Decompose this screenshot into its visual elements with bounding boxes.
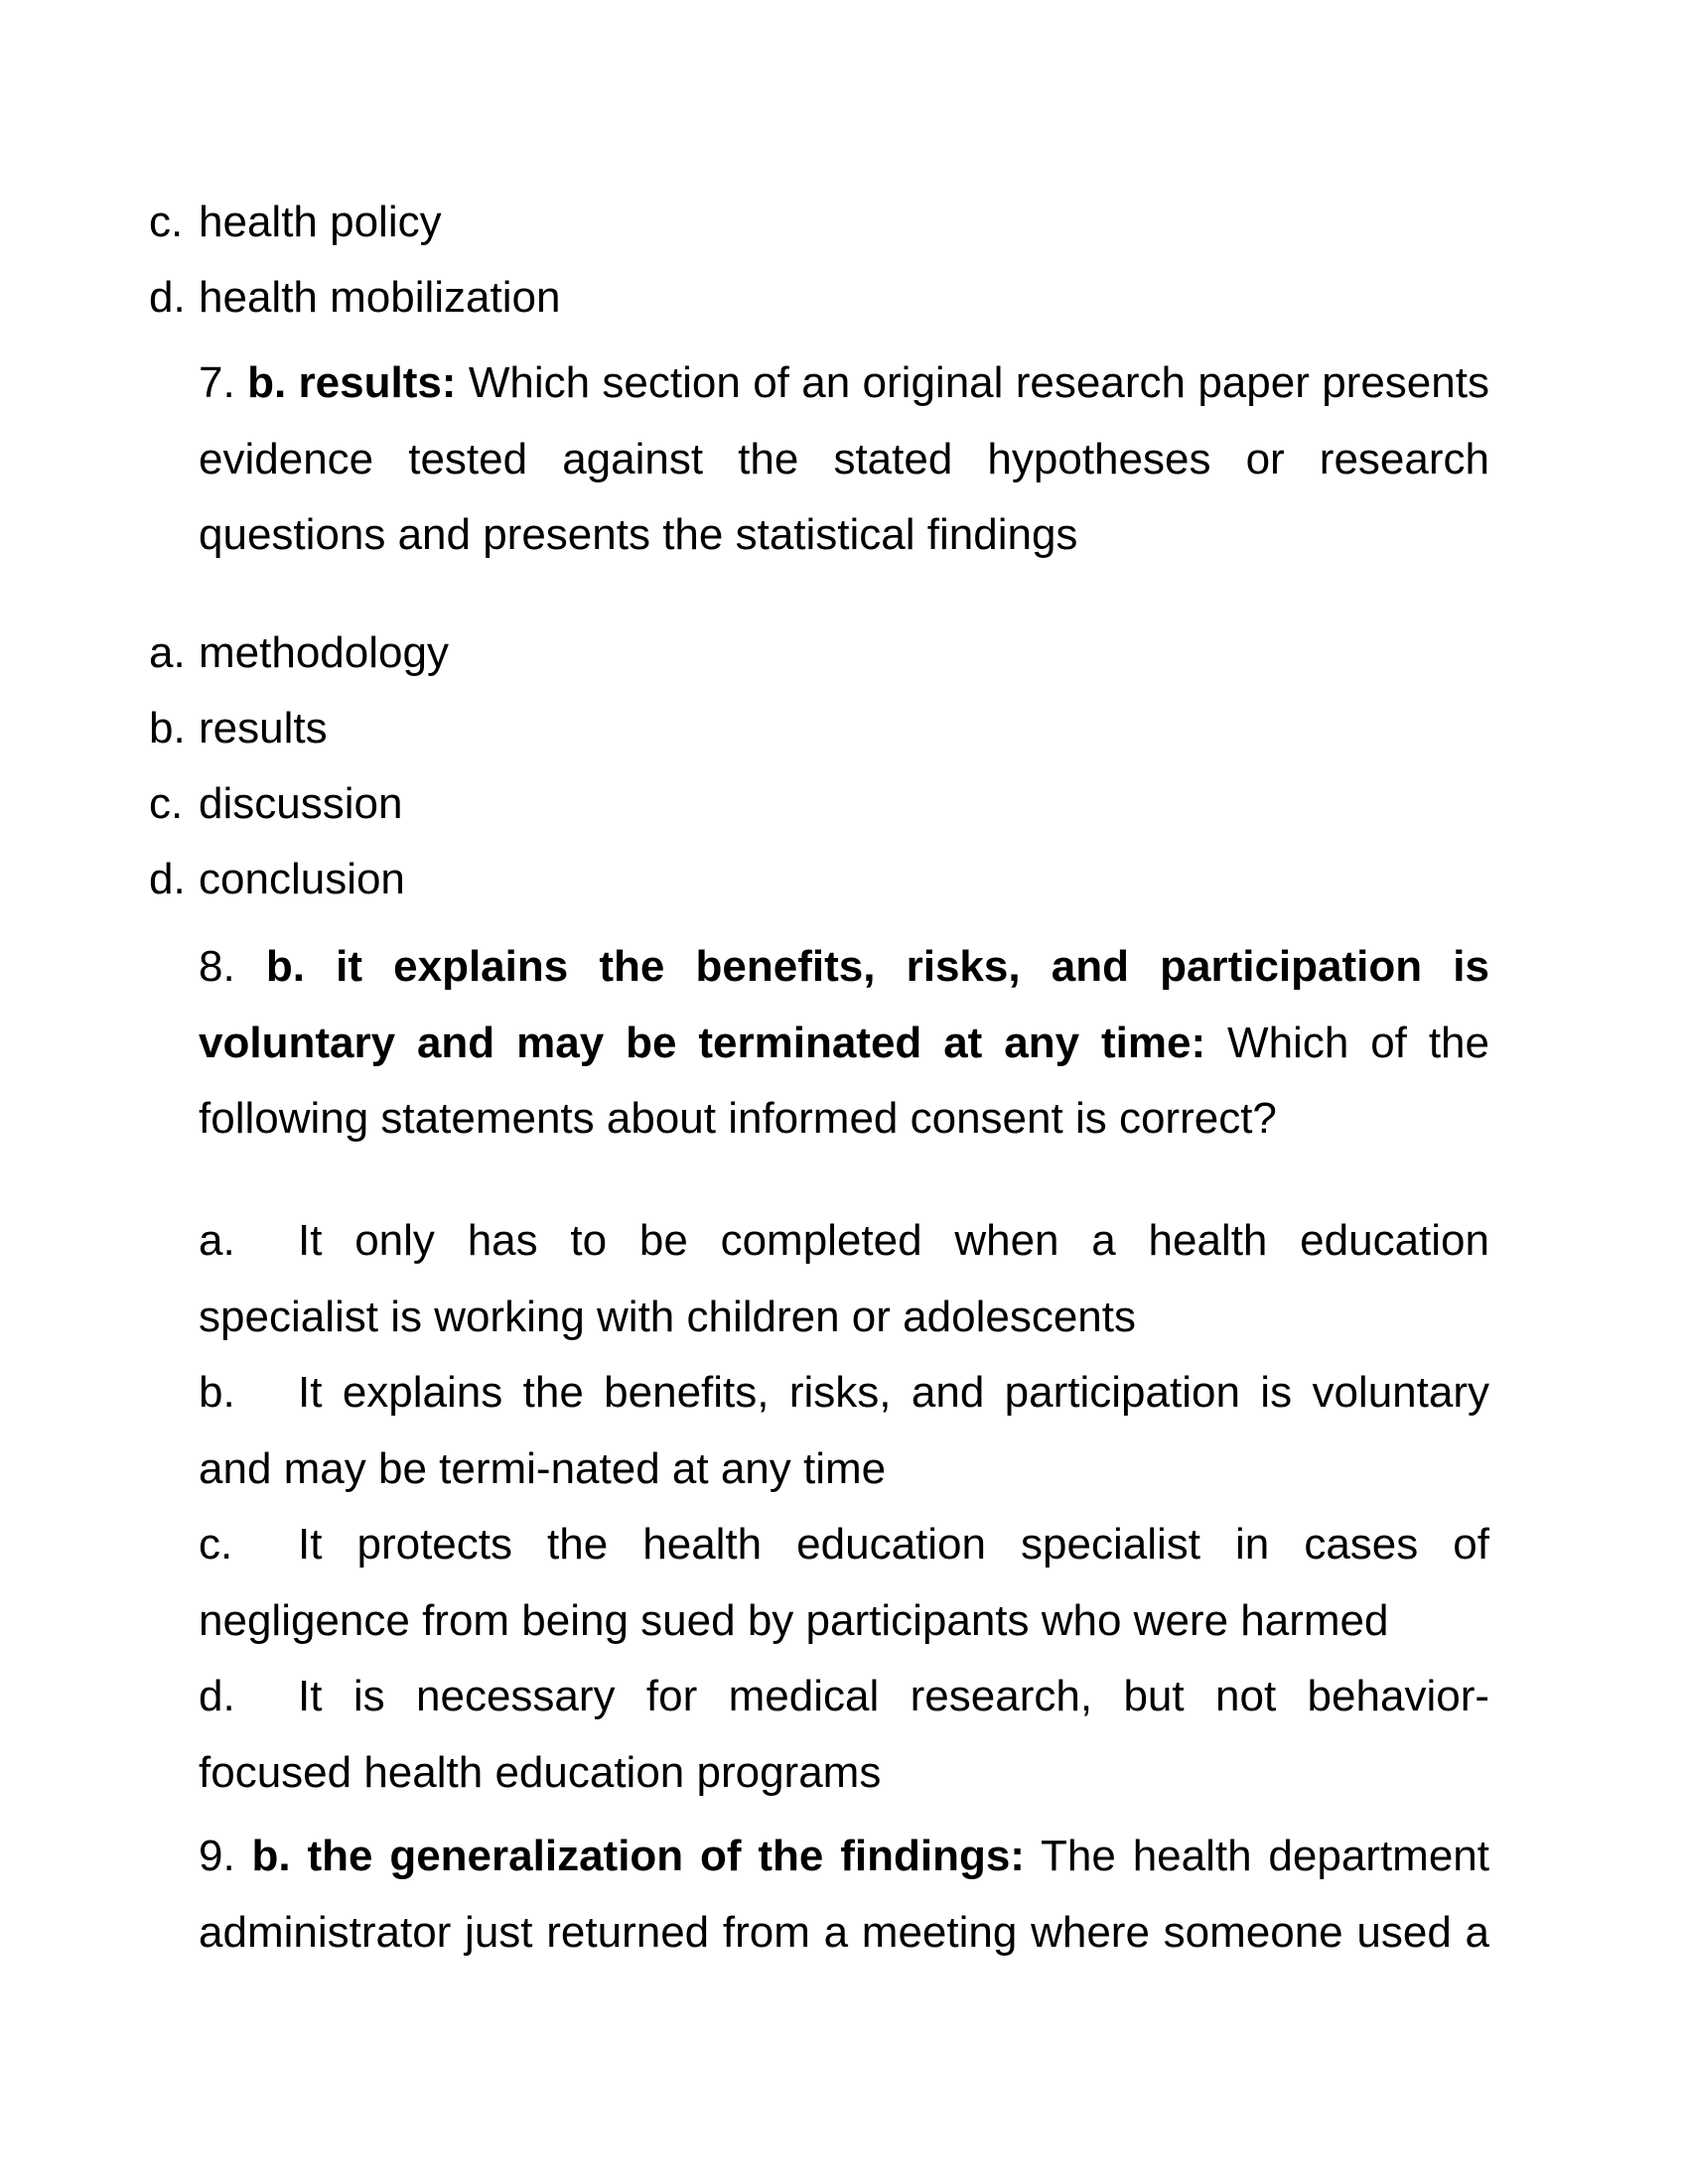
option-text: health mobilization (199, 273, 561, 322)
q8-option-d (199, 1659, 1489, 1811)
question-number: 9. (199, 1832, 235, 1880)
option-text: It is necessary for medical research, but not behavior-focused health education programs (199, 1672, 1489, 1797)
option-label: d. (149, 855, 186, 903)
option-text: discussion (199, 779, 403, 828)
option-label: b. (199, 1368, 235, 1417)
option-label: c. (199, 1520, 233, 1569)
q7-option-d (149, 854, 405, 905)
option-c-item (149, 197, 442, 248)
option-label: a. (199, 1216, 235, 1265)
option-label: d. (149, 273, 186, 322)
q8-option-b (199, 1355, 1489, 1507)
question-number: 7. (199, 358, 235, 407)
option-text: results (199, 704, 328, 752)
option-label: c. (149, 779, 184, 828)
question-9 (199, 1819, 1489, 1971)
option-text: health policy (199, 198, 442, 246)
q8-option-c (199, 1507, 1489, 1659)
question-text: The health department administrator just returned from a meeting where someone used a (199, 1832, 1489, 1957)
q7-option-b (149, 703, 328, 754)
q7-option-a (149, 627, 449, 679)
question-number: 8. (199, 942, 235, 991)
option-text: methodology (199, 628, 449, 677)
q7-option-c (149, 778, 403, 830)
option-text: It explains the benefits, risks, and participation is voluntary and may be termi-nated at any time (199, 1368, 1489, 1493)
option-text: It protects the health education specialist in cases of negligence from being sued by participants who were harmed (199, 1520, 1489, 1645)
question-answer: b. results: (247, 358, 457, 407)
option-label: b. (149, 704, 186, 752)
option-d-item (149, 272, 561, 324)
question-7 (199, 345, 1489, 574)
option-label: a. (149, 628, 186, 677)
question-answer: b. it explains the benefits, risks, and participation is voluntary and may be terminated at any time: (199, 942, 1489, 1067)
option-label: d. (199, 1672, 235, 1720)
question-answer: b. the generalization of the findings: (251, 1832, 1025, 1880)
question-text: Which of the following statements about informed consent is correct? (199, 1018, 1489, 1143)
question-text: Which section of an original research paper presents evidence tested against the stated hypotheses or research questions and presents the statistical findings (199, 358, 1489, 559)
option-label: c. (149, 198, 184, 246)
option-text: conclusion (199, 855, 405, 903)
option-text: It only has to be completed when a health education specialist is working with children or adolescents (199, 1216, 1489, 1341)
question-8 (199, 929, 1489, 1158)
q8-option-a (199, 1203, 1489, 1355)
